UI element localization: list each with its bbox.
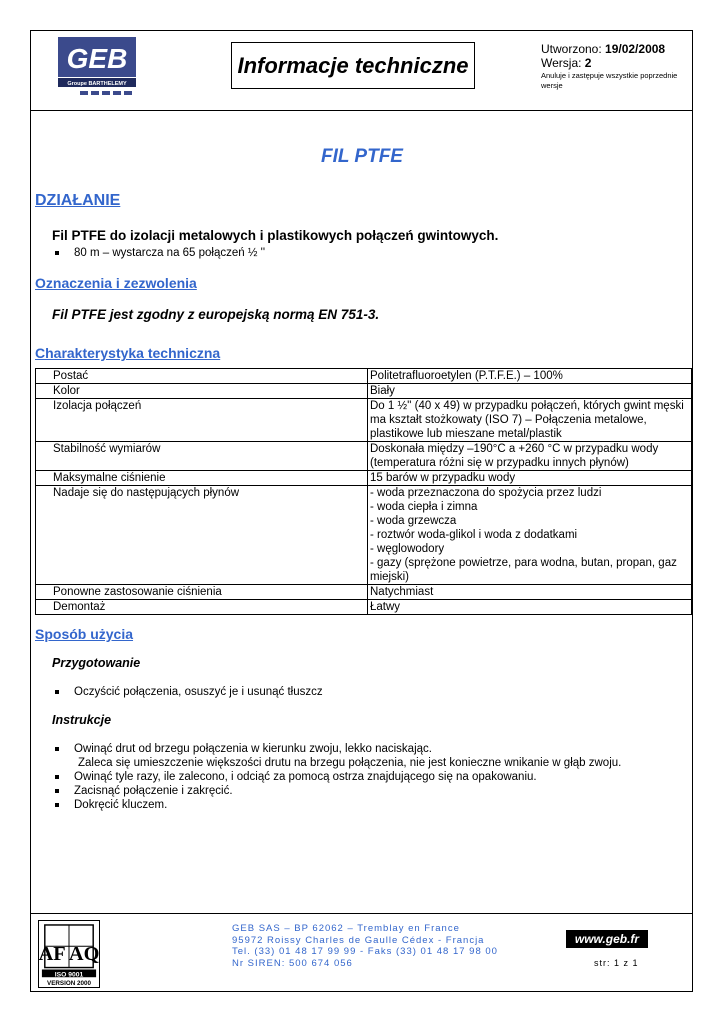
spec-value: Natychmiast	[368, 585, 692, 600]
geb-logo	[56, 35, 138, 101]
website-link[interactable]: www.geb.fr	[566, 930, 648, 948]
instr-bullet-1-cont: Zaleca się umieszczenie większości drutu na brzegu połączenia, nie jest konieczne wnikanie w głąb zwoju.	[78, 757, 622, 769]
bullet-icon	[55, 789, 59, 793]
instr-bullet-1	[74, 742, 432, 756]
spec-label: Maksymalne ciśnienie	[36, 471, 368, 486]
bullet-icon	[55, 747, 59, 751]
logo-text: GEB	[66, 43, 128, 74]
spec-label: Kolor	[36, 384, 368, 399]
address-line-2: 95972 Roissy Charles de Gaulle Cédex - Francja	[232, 934, 485, 946]
instr-bullet-3	[74, 784, 233, 798]
version-label: Wersja:	[541, 56, 585, 70]
section-heading-action: DZIAŁANIE	[35, 192, 121, 209]
approvals-lead: Fil PTFE jest zgodny z europejską normą EN 751-3.	[52, 307, 380, 322]
instr-3-text: Zacisnąć połączenie i zakręcić.	[74, 785, 233, 797]
spec-value: Politetrafluoroetylen (P.T.F.E.) – 100%	[368, 369, 692, 384]
address-line-3: Tel. (33) 01 48 17 99 99 - Faks (33) 01 48 17 98 00	[232, 946, 498, 957]
spec-value: Do 1 ½'' (40 x 49) w przypadku połączeń, których gwint męski ma kształt stożkowaty (ISO 7) – Połączenia metalowe, plastikowe lub mieszane metal/plastik	[368, 399, 692, 442]
spec-row	[36, 471, 692, 486]
spec-row	[36, 486, 692, 585]
spec-value: 15 barów w przypadku wody	[368, 471, 692, 486]
bullet-icon	[55, 775, 59, 779]
spec-value: - woda przeznaczona do spożycia przez ludzi - woda ciepła i zimna - woda grzewcza - roztwór woda-glikol i woda z dodatkami - węglowodory - gazy (sprężone powietrze, para wodna, butan, propan, gaz miejski)	[368, 486, 692, 585]
footer-divider	[30, 913, 693, 914]
page-number: str: 1 z 1	[594, 958, 639, 968]
instr-bullet-4	[74, 798, 167, 812]
spec-label: Demontaż	[36, 600, 368, 615]
afaq-certification-logo	[38, 920, 100, 988]
product-name: FIL PTFE	[321, 146, 403, 167]
spec-label: Stabilność wymiarów	[36, 442, 368, 471]
iso-label: ISO 9001	[54, 971, 84, 979]
created-value: 19/02/2008	[605, 42, 666, 56]
instr-bullet-2	[74, 770, 537, 784]
spec-row	[36, 369, 692, 384]
bullet-icon	[55, 251, 59, 255]
spec-value: Łatwy	[368, 600, 692, 615]
spec-label: Postać	[36, 369, 368, 384]
section-heading-specs: Charakterystyka techniczna	[35, 345, 221, 361]
prep-heading: Przygotowanie	[52, 656, 141, 670]
bullet-icon	[55, 803, 59, 807]
created-date	[541, 42, 665, 56]
spec-label: Ponowne zastosowanie ciśnienia	[36, 585, 368, 600]
version	[541, 56, 591, 70]
address-line-1: GEB SAS – BP 62062 – Tremblay en France	[232, 923, 460, 934]
instr-2-text: Owinąć tyle razy, ile zalecono, i odciąć za pomocą ostrza znajdującego się na opakowaniu.	[74, 771, 537, 783]
company-address	[232, 923, 498, 969]
action-lead: Fil PTFE do izolacji metalowych i plastikowych połączeń gwintowych.	[52, 228, 499, 243]
spec-table	[35, 368, 692, 615]
document-title: Informacje techniczne	[237, 52, 469, 78]
spec-value: Doskonała między –190°C a +260 °C w przypadku wody (temperatura różni się w przypadku innych płynów)	[368, 442, 692, 471]
spec-row	[36, 384, 692, 399]
header-divider	[30, 110, 693, 111]
instr-1-text: Owinąć drut od brzegu połączenia w kierunku zwoju, lekko naciskając.	[74, 743, 432, 755]
logo-subtext: Groupe BARTHELEMY	[67, 81, 127, 87]
spec-label: Nadaje się do następujących płynów	[36, 486, 368, 585]
version-value: 2	[584, 56, 592, 70]
created-label: Utworzono:	[541, 42, 606, 56]
afaq-letters: AF AQ	[38, 942, 100, 965]
spec-label: Izolacja połączeń	[36, 399, 368, 442]
address-line-4: Nr SIREN: 500 674 056	[232, 957, 353, 969]
prep-bullet-text: Oczyścić połączenia, osuszyć je i usunąć tłuszcz	[74, 686, 323, 698]
spec-value: Biały	[368, 384, 692, 399]
spec-row	[36, 442, 692, 471]
instr-heading: Instrukcje	[52, 713, 112, 727]
spec-row	[36, 399, 692, 442]
instr-4-text: Dokręcić kluczem.	[74, 799, 168, 811]
document-title-box	[231, 42, 475, 89]
version-note: Anuluje i zastępuje wszystkie poprzednie wersje	[541, 71, 678, 90]
prep-bullet	[74, 685, 323, 699]
spec-row	[36, 585, 692, 600]
section-heading-approvals: Oznaczenia i zezwolenia	[35, 275, 197, 291]
iso-version: VERSION 2000	[47, 979, 91, 987]
action-bullet	[74, 246, 265, 260]
bullet-icon	[55, 690, 59, 694]
action-bullet-text: 80 m – wystarcza na 65 połączeń ½ ''	[74, 247, 266, 259]
section-heading-usage: Sposób użycia	[35, 626, 134, 642]
spec-row	[36, 600, 692, 615]
